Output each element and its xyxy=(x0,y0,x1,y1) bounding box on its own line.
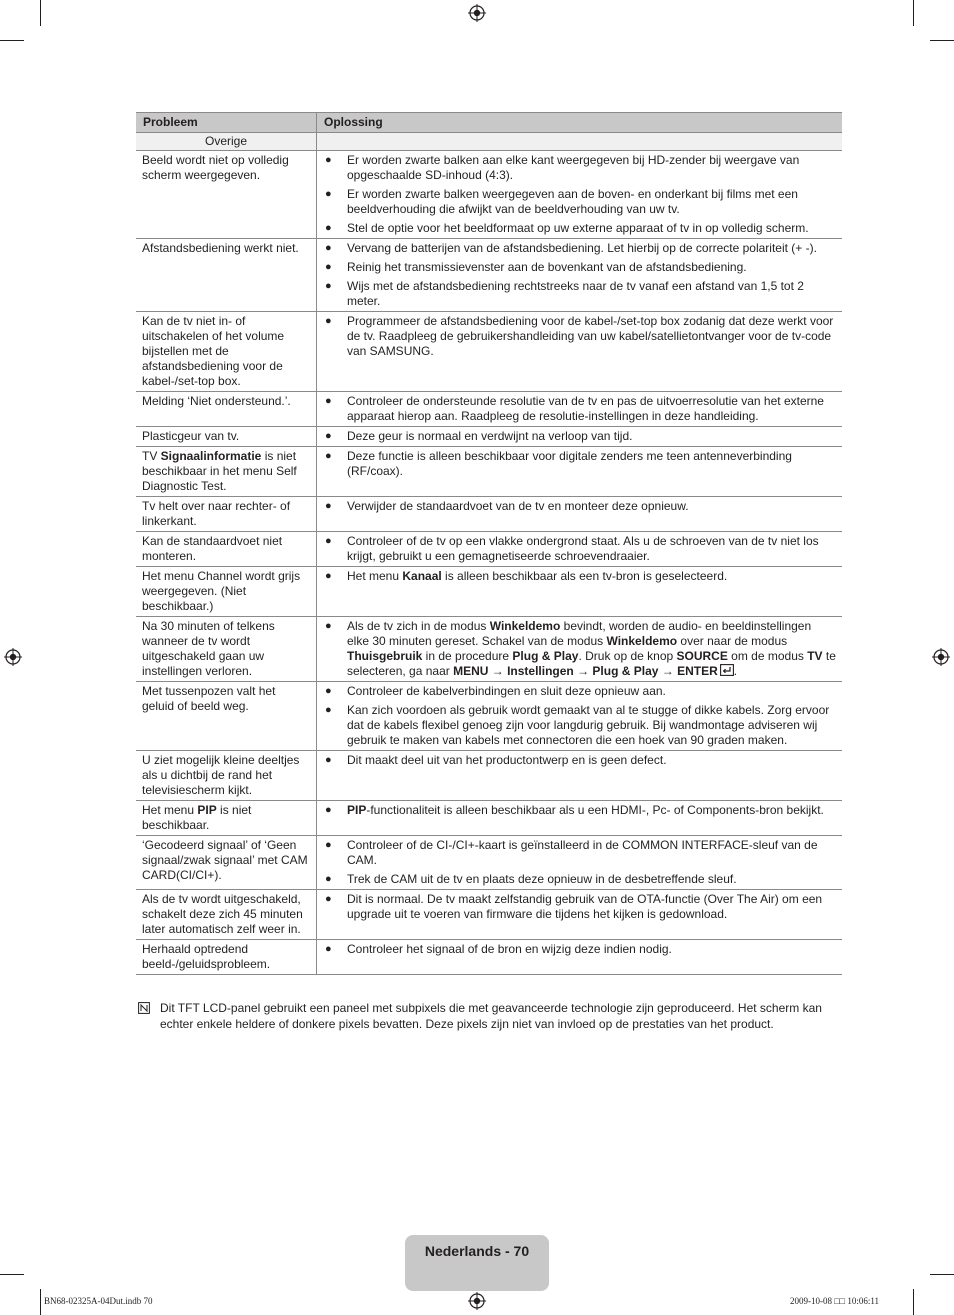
solution-text: Het menu xyxy=(347,569,403,583)
section-empty xyxy=(317,133,843,151)
solution-item: ● Er worden zwarte balken weergegeven aan de boven- en onderkant bij films met een beeldverhouding die afwijkt van de beeldverhouding van uw tv. xyxy=(323,187,836,217)
problem-text-bold: PIP xyxy=(197,803,217,817)
solution-text: in de procedure xyxy=(422,649,513,663)
crop-mark xyxy=(0,1274,24,1275)
solution-cell xyxy=(317,312,843,392)
solution-text: te selecteren, ga naar xyxy=(347,649,836,678)
table-row xyxy=(136,447,842,497)
solution-item: ● Controleer het signaal of de bron en wijzig deze indien nodig. xyxy=(323,942,836,957)
solution-cell xyxy=(317,427,843,447)
solution-cell xyxy=(317,836,843,890)
problem-cell xyxy=(136,447,317,497)
problem-text: Het menu xyxy=(142,803,198,817)
print-timestamp: 2009-10-08 □□ 10:06:11 xyxy=(790,1296,880,1306)
problem-cell: Het menu Channel wordt grijs weergegeven. (Niet beschikbaar.) xyxy=(136,567,317,617)
problem-cell: U ziet mogelijk kleine deeltjes als u dichtbij de rand het televisiescherm kijkt. xyxy=(136,751,317,801)
table-row xyxy=(136,617,842,682)
crop-mark xyxy=(40,0,41,26)
crop-mark xyxy=(913,0,914,26)
problem-cell: Herhaald optredend beeld-/geluidsprobleem. xyxy=(136,940,317,975)
crop-mark xyxy=(930,40,954,41)
page-number-label: Nederlands - 70 xyxy=(424,1243,530,1259)
solution-item xyxy=(323,803,836,818)
registration-mark-icon xyxy=(932,648,950,666)
registration-mark-icon xyxy=(468,1292,486,1310)
problem-text: TV xyxy=(142,449,161,463)
crop-mark xyxy=(913,1289,914,1315)
table-row xyxy=(136,801,842,836)
problem-cell: Na 30 minuten of telkens wanneer de tv wordt uitgeschakeld gaan uw instellingen verloren. xyxy=(136,617,317,682)
solution-cell xyxy=(317,151,843,239)
problem-cell: Kan de tv niet in- of uitschakelen of het volume bijstellen met de afstandsbediening voor de kabel-/set-top box. xyxy=(136,312,317,392)
solution-text-bold: MENU → Instellingen → Plug & Play → ENTER xyxy=(453,664,718,678)
registration-mark-icon xyxy=(4,648,22,666)
solution-cell xyxy=(317,392,843,427)
solution-text: is alleen beschikbaar als een tv-bron is geselecteerd. xyxy=(441,569,728,583)
enter-icon xyxy=(720,664,734,676)
solution-item: ● Controleer of de tv op een vlakke ondergrond staat. Als u de schroeven van de tv niet los krijgt, gebruikt u een gemagnetiseerde schroevendraaier. xyxy=(323,534,836,564)
solution-item: ● Stel de optie voor het beeldformaat op uw externe apparaat of tv in op volledig scherm. xyxy=(323,221,836,236)
problem-cell: Afstandsbediening werkt niet. xyxy=(136,239,317,312)
troubleshooting-table xyxy=(136,112,842,975)
solution-item: ● Programmeer de afstandsbediening voor de kabel-/set-top box zodanig dat deze werkt voor de tv. Raadpleeg de gebruikershandleiding van uw kabel/satellietontvanger voor de tv-code van SAMSUNG. xyxy=(323,314,836,359)
crop-mark xyxy=(0,40,24,41)
section-label: Overige xyxy=(136,133,317,151)
solution-item: ● Dit is normaal. De tv maakt zelfstandig gebruik van de OTA-functie (Over The Air) om een upgrade uit te voeren van firmware die tijdens het kijken is gedownload. xyxy=(323,892,836,922)
problem-cell: Melding ‘Niet ondersteund.’. xyxy=(136,392,317,427)
solution-text: . Druk op de knop xyxy=(578,649,677,663)
solution-text: . xyxy=(733,664,738,678)
problem-text-bold: Signaalinformatie xyxy=(160,449,262,463)
problem-cell: Kan de standaardvoet niet monteren. xyxy=(136,532,317,567)
table-row xyxy=(136,890,842,940)
crop-mark xyxy=(930,1274,954,1275)
column-header-solution: Oplossing xyxy=(317,113,843,133)
solution-cell xyxy=(317,751,843,801)
table-row xyxy=(136,312,842,392)
solution-item: ● Reinig het transmissievenster aan de bovenkant van de afstandsbediening. xyxy=(323,260,836,275)
problem-cell: Beeld wordt niet op volledig scherm weergegeven. xyxy=(136,151,317,239)
solution-cell xyxy=(317,682,843,751)
problem-cell xyxy=(136,801,317,836)
solution-item: ● Deze geur is normaal en verdwijnt na verloop van tijd. xyxy=(323,429,836,444)
note-text: Dit TFT LCD-panel gebruikt een paneel met subpixels die met geavanceerde technologie zijn geproduceerd. Het scherm kan echter enkele heldere of donkere pixels bevatten. Deze pixels zijn niet van invloed op de prestaties van het product. xyxy=(160,1001,822,1031)
solution-text-bold: Thuisgebruik xyxy=(347,649,423,663)
solution-text: Als de tv zich in de modus xyxy=(347,619,490,633)
table-row xyxy=(136,836,842,890)
print-file-info: BN68-02325A-04Dut.indb 70 xyxy=(44,1296,153,1306)
solution-text-bold: Plug & Play xyxy=(512,649,579,663)
table-row xyxy=(136,239,842,312)
column-header-problem: Probleem xyxy=(136,113,317,133)
solution-item: ● Wijs met de afstandsbediening rechtstreeks naar de tv vanaf een afstand van 1,5 tot 2 meter. xyxy=(323,279,836,309)
solution-text-bold: Kanaal xyxy=(402,569,442,583)
solution-text: bevindt, worden de audio- en beeldinstellingen elke 30 minuten gereset. Schakel van de modus xyxy=(347,619,812,648)
table-row xyxy=(136,567,842,617)
solution-item: ● Verwijder de standaardvoet van de tv en monteer deze opnieuw. xyxy=(323,499,836,514)
table-row xyxy=(136,532,842,567)
solution-cell xyxy=(317,940,843,975)
table-header-row xyxy=(136,113,842,133)
solution-text-bold: PIP xyxy=(347,803,367,817)
solution-cell xyxy=(317,447,843,497)
problem-cell: Als de tv wordt uitgeschakeld, schakelt deze zich 45 minuten later automatisch zelf weer in. xyxy=(136,890,317,940)
solution-text-bold: TV xyxy=(807,649,823,663)
problem-cell: Plasticgeur van tv. xyxy=(136,427,317,447)
table-row xyxy=(136,682,842,751)
section-row xyxy=(136,133,842,151)
solution-text-bold: SOURCE xyxy=(676,649,728,663)
crop-mark xyxy=(40,1289,41,1315)
solution-item: ● Deze functie is alleen beschikbaar voor digitale zenders me teen antenneverbinding (RF/coax). xyxy=(323,449,836,479)
solution-cell xyxy=(317,497,843,532)
solution-cell xyxy=(317,567,843,617)
solution-item: ● Kan zich voordoen als gebruik wordt gemaakt van al te stugge of dikke kabels. Zorg ervoor dat de kabels flexibel genoeg zijn voor langdurig gebruik. Bij wandmontage adviseren wij gebruik te maken van kabels met connectoren die een hoek van 90 graden maken. xyxy=(323,703,836,748)
problem-text: is niet beschikbaar in het menu Self Diagnostic Test. xyxy=(142,449,297,493)
solution-cell xyxy=(317,239,843,312)
problem-cell: ‘Gecodeerd signaal’ of ‘Geen signaal/zwak signaal’ met CAM CARD(CI/CI+). xyxy=(136,836,317,890)
solution-text: -functionaliteit is alleen beschikbaar als u een HDMI-, Pc- of Components-bron bekijkt. xyxy=(366,803,824,817)
solution-item xyxy=(323,569,836,584)
table-row xyxy=(136,392,842,427)
solution-item: ● Trek de CAM uit de tv en plaats deze opnieuw in de desbetreffende sleuf. xyxy=(323,872,836,887)
note-icon xyxy=(138,1002,150,1014)
problem-cell: Met tussenpozen valt het geluid of beeld weg. xyxy=(136,682,317,751)
table-row xyxy=(136,751,842,801)
solution-item: ● Controleer de ondersteunde resolutie van de tv en pas de uitvoerresolutie van het externe apparaat hierop aan. Raadpleeg de resolutie-instellingen in deze handleiding. xyxy=(323,394,836,424)
note xyxy=(136,1000,842,1032)
solution-item xyxy=(323,619,836,679)
table-row xyxy=(136,151,842,239)
solution-item: ● Er worden zwarte balken aan elke kant weergegeven bij HD-zender bij weergave van opgeschaalde SD-inhoud (4:3). xyxy=(323,153,836,183)
solution-text: om de modus xyxy=(727,649,808,663)
solution-text-bold: Winkeldemo xyxy=(489,619,561,633)
solution-item: ● Dit maakt deel uit van het productontwerp en is geen defect. xyxy=(323,753,836,768)
solution-cell xyxy=(317,801,843,836)
solution-item: ● Controleer de kabelverbindingen en sluit deze opnieuw aan. xyxy=(323,684,836,699)
solution-item: ● Controleer of de CI-/CI+-kaart is geïnstalleerd in de COMMON INTERFACE-sleuf van de CAM. xyxy=(323,838,836,868)
table-row xyxy=(136,427,842,447)
solution-cell xyxy=(317,532,843,567)
solution-item: ● Vervang de batterijen van de afstandsbediening. Let hierbij op de correcte polariteit (+ -). xyxy=(323,241,836,256)
problem-cell: Tv helt over naar rechter- of linkerkant. xyxy=(136,497,317,532)
solution-text-bold: Winkeldemo xyxy=(606,634,678,648)
problem-text: is niet beschikbaar. xyxy=(142,803,252,832)
table-row xyxy=(136,940,842,975)
solution-cell xyxy=(317,890,843,940)
solution-cell xyxy=(317,617,843,682)
table-row xyxy=(136,497,842,532)
registration-mark-icon xyxy=(468,4,486,22)
solution-text: over naar de modus xyxy=(677,634,788,648)
